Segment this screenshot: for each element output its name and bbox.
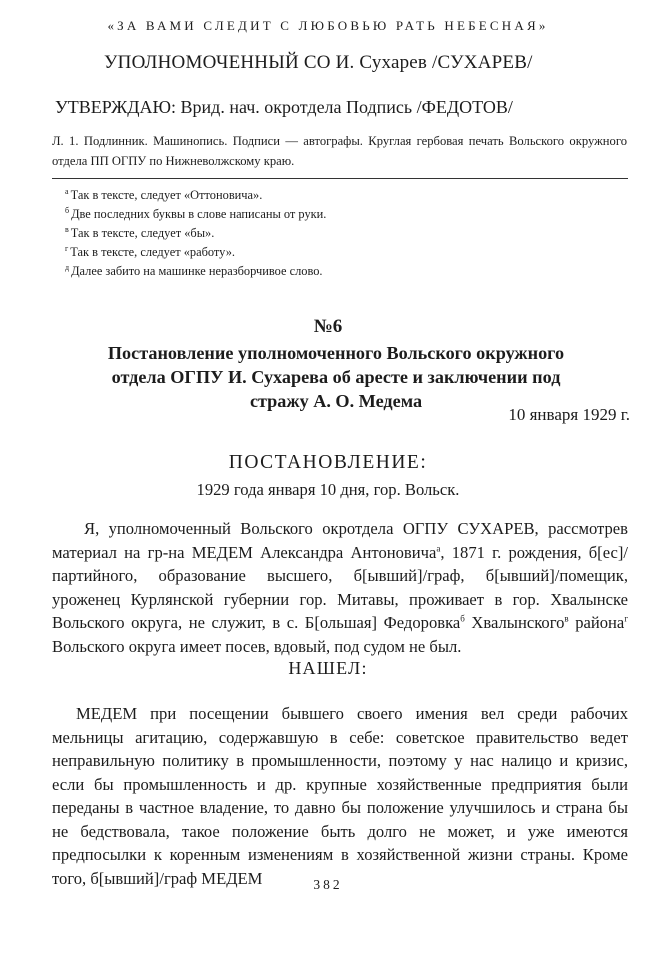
footnote-ref-g: г: [624, 613, 629, 624]
archival-note: Л. 1. Подлинник. Машинопись. Подписи — автографы. Круглая гербовая печать Вольского окружного отдела ПП ОГПУ по Нижневолжскому краю.: [52, 134, 627, 168]
document-date: 10 января 1929 г.: [508, 405, 630, 424]
approval-line: УТВЕРЖДАЮ: Врид. нач. окротдела Подпись /ФЕДОТОВ/: [55, 97, 513, 117]
signature-line: УПОЛНОМОЧЕННЫЙ СО И. Сухарев /СУХАРЕВ/: [104, 52, 533, 73]
footnote-mark: б: [65, 205, 70, 215]
document-number: №6: [313, 316, 343, 337]
para1-text: Я, уполномоченный Вольского окротдела ОГПУ СУХАРЕВ, рассмотрев материал на гр-на МЕДЕМ Александра Антоновича: [52, 519, 628, 562]
para1-text: района: [568, 613, 625, 632]
para1-text: , 1871 г. рождения, б[ес]/партийного, образование высшего, б[ывший]/граф, б[ывший]/помещик, уроженец Курлянской губернии гор. Митавы, проживает в гор. Хвалынске Вольского округа, не служит, в с. Б[ольшая] Федоровка: [52, 542, 628, 632]
footnote-mark: а: [65, 186, 69, 196]
footnote-mark: г: [65, 243, 69, 253]
resolution-heading: ПОСТАНОВЛЕНИЕ:: [228, 452, 428, 473]
found-heading: НАШЕЛ:: [288, 658, 368, 678]
footnote-text: Две последних буквы в слове написаны от руки.: [71, 207, 327, 221]
para1-text: Вольского округа имеет посев, вдовый, под судом не был.: [52, 636, 462, 656]
footnote-text: Так в тексте, следует «Оттоновича».: [70, 188, 263, 202]
footnote-d: [65, 262, 323, 281]
footnote-v: [65, 224, 214, 243]
body-paragraph-2: МЕДЕМ при посещении бывшего своего имения вел среди рабочих мельницы агитацию, содержавшую в себе: советское правительство ведет неправильную политику в промышленности, поэтому у нас налицо и кризис, если бы промышленность и др. крупные хозяйственные предприятия были переданы в частное владение, то давно бы положение улучшилось и страна бы не бедствовала, такое положение быть долго не может, и уже имеются предпосылки к коренным изменениям в хозяйственной жизни страны. Кроме того, б[ывший]/граф МЕДЕМ: [52, 704, 628, 888]
footnote-ref-a: а: [436, 542, 441, 553]
footnote-text: Далее забито на машинке неразборчивое слово.: [71, 264, 323, 278]
footnote-a: [65, 186, 262, 205]
body-paragraph-1: [52, 517, 628, 658]
footnote-text: Так в тексте, следует «бы».: [70, 226, 215, 240]
footnote-divider: [52, 178, 628, 179]
footnote-b: [65, 205, 326, 224]
para1-text: Хвалынского: [464, 613, 565, 632]
place-date-line: 1929 года января 10 дня, гор. Вольск.: [196, 480, 460, 499]
footnote-text: Так в тексте, следует «работу».: [70, 245, 235, 259]
footnote-ref-v: в: [564, 613, 569, 624]
footnote-g: [65, 243, 235, 262]
footnote-ref-b: б: [460, 613, 465, 624]
running-header: «ЗА ВАМИ СЛЕДИТ С ЛЮБОВЬЮ РАТЬ НЕБЕСНАЯ»: [107, 18, 549, 33]
footnote-mark: в: [65, 224, 69, 234]
document-title: Постановление уполномоченного Вольского окружного отдела ОГПУ И. Сухарева об аресте и заключении под стражу А. О. Медема: [107, 343, 565, 411]
page-number: 382: [313, 877, 343, 892]
footnote-mark: д: [65, 262, 70, 272]
